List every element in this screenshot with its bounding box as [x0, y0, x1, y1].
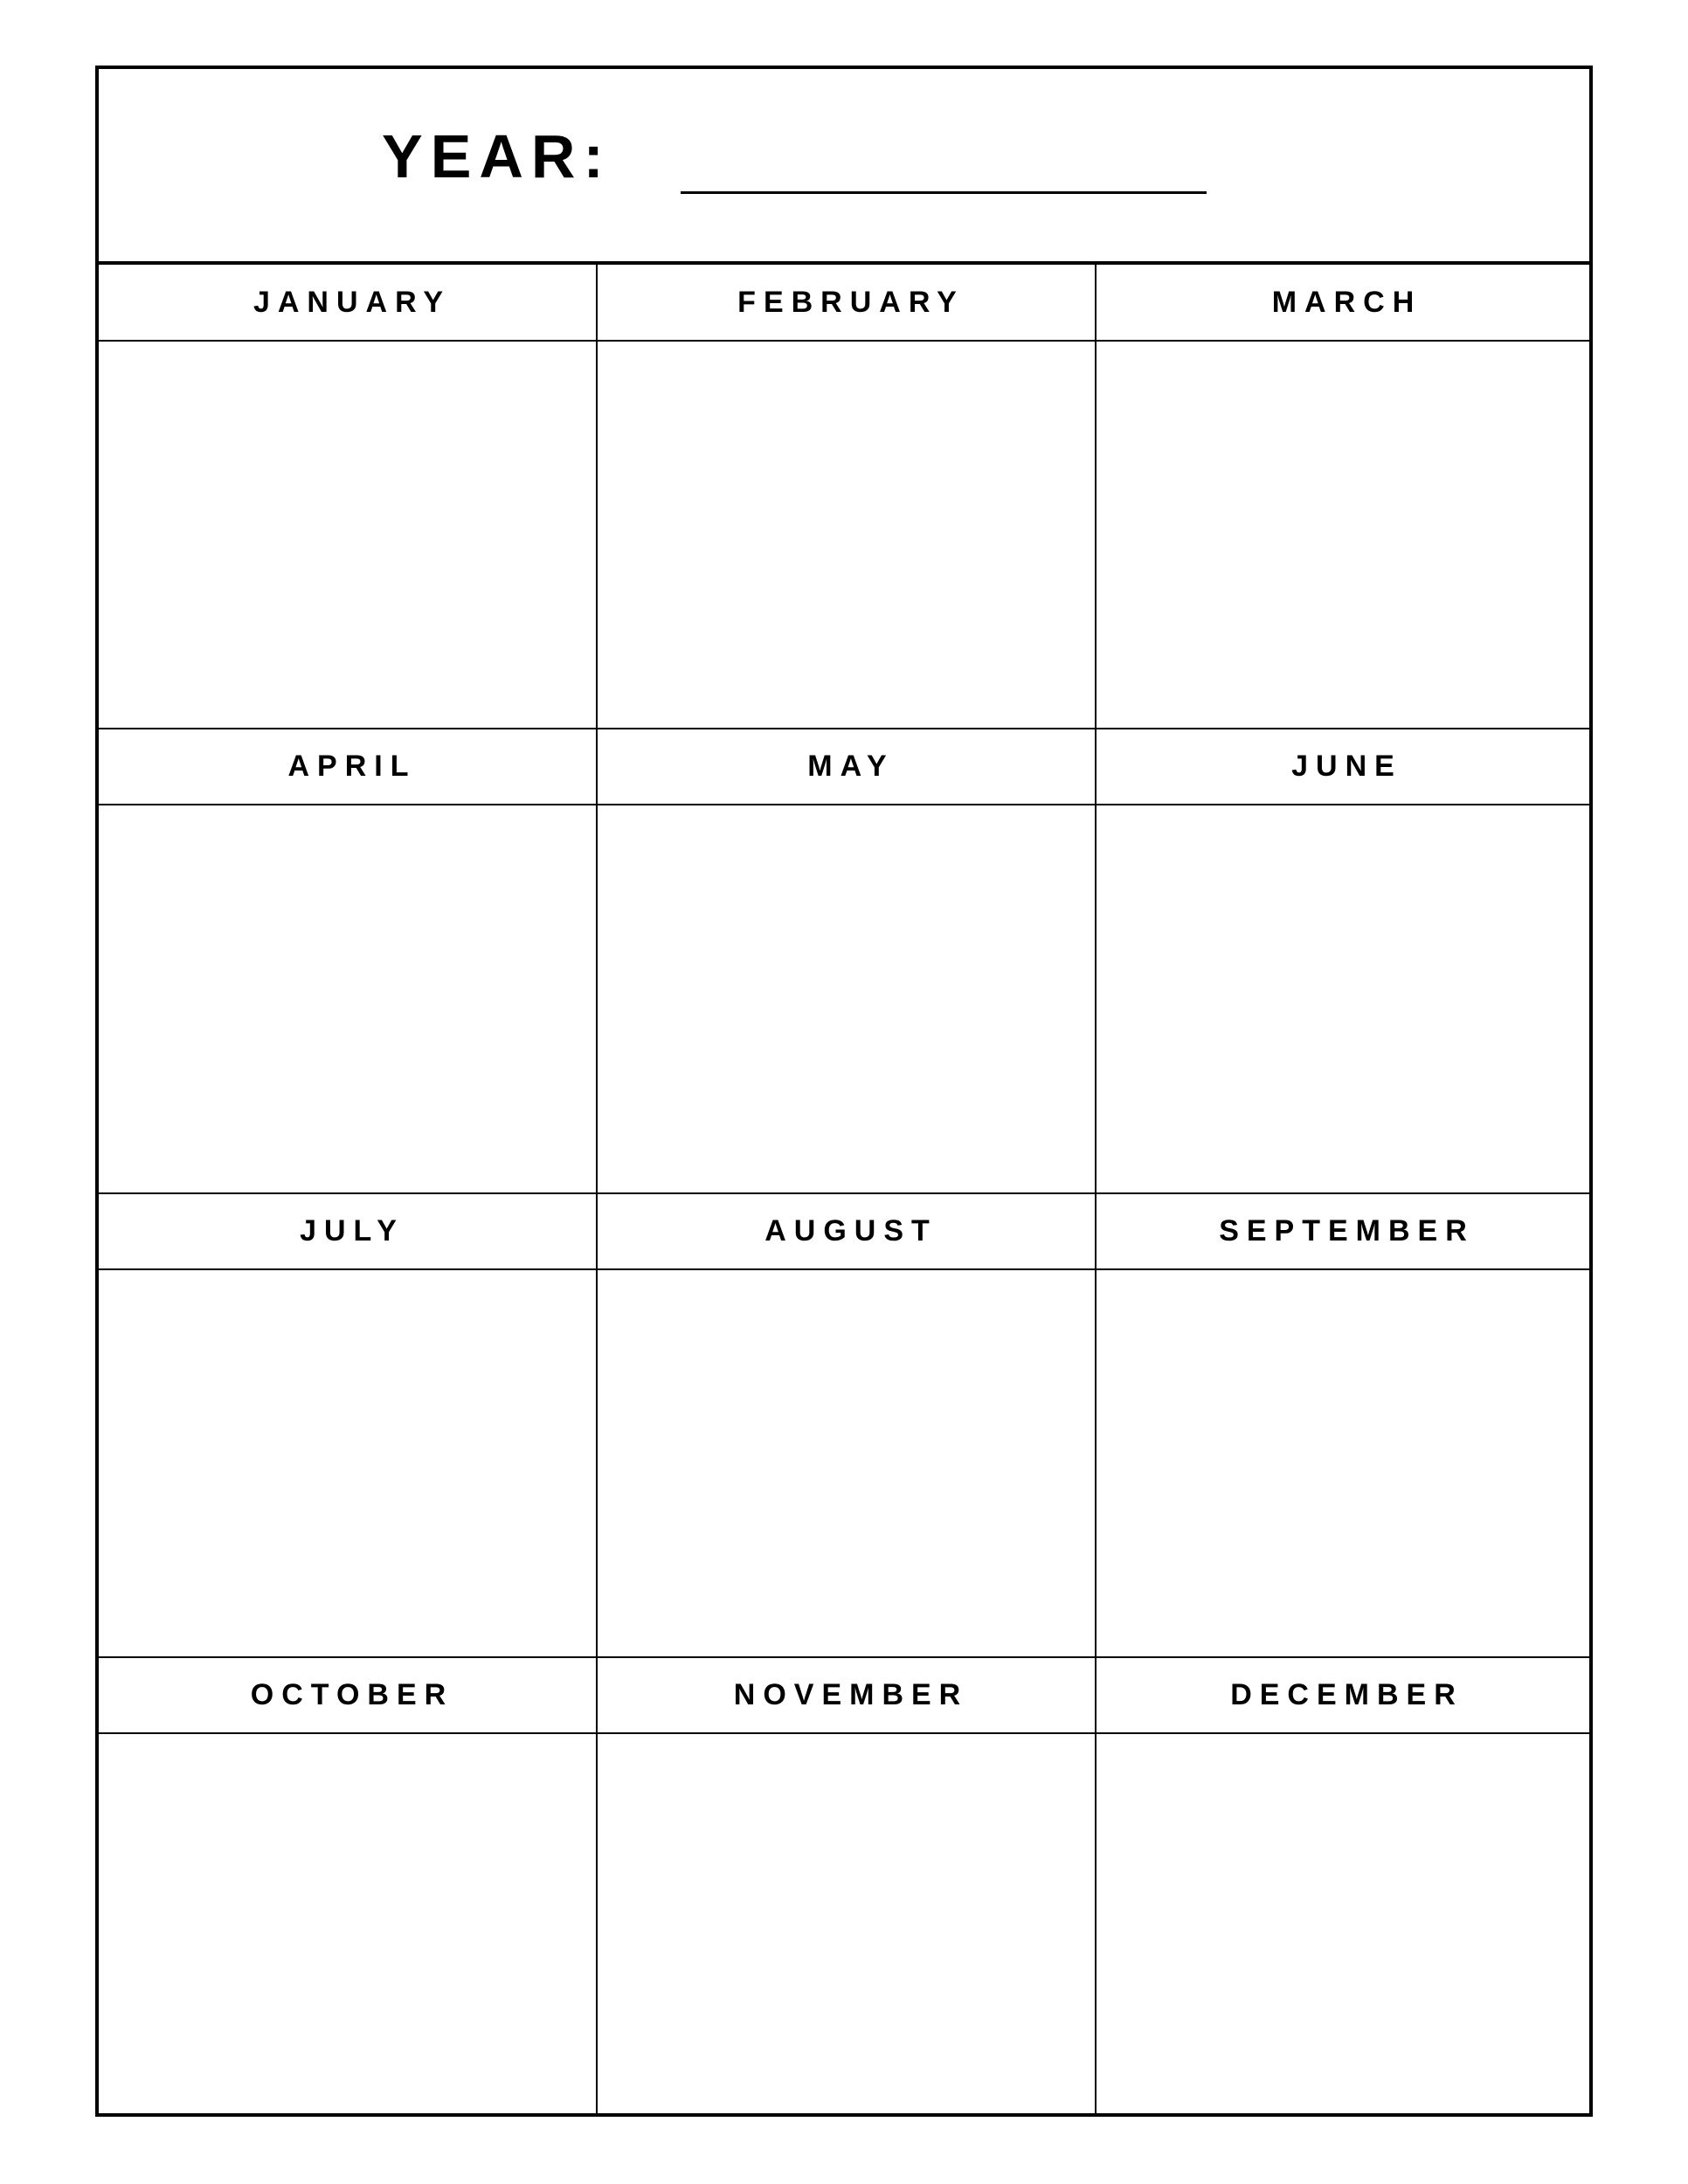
- month-notes-area[interactable]: [99, 805, 598, 1193]
- month-cell-march: [1097, 265, 1589, 729]
- month-notes-area[interactable]: [598, 342, 1097, 729]
- month-cell-december: [1097, 1657, 1589, 2117]
- month-header: [99, 729, 598, 805]
- month-cell-october: [99, 1657, 598, 2117]
- row-divider: [99, 1192, 1589, 1194]
- month-name: JANUARY: [253, 286, 452, 319]
- month-notes-area[interactable]: [1097, 805, 1589, 1193]
- month-header: [598, 265, 1097, 342]
- month-name: FEBRUARY: [737, 286, 965, 319]
- month-header: [598, 1193, 1097, 1270]
- month-notes-area[interactable]: [1097, 342, 1589, 729]
- month-notes-area[interactable]: [1097, 1734, 1589, 2117]
- month-header: [1097, 265, 1589, 342]
- month-name: JUNE: [1291, 750, 1402, 783]
- month-notes-area[interactable]: [598, 1734, 1097, 2117]
- row-divider: [99, 1656, 1589, 1658]
- month-header: [1097, 1657, 1589, 1734]
- row-divider: [99, 728, 1589, 729]
- month-cell-february: [598, 265, 1097, 729]
- month-name: SEPTEMBER: [1219, 1214, 1475, 1248]
- month-header: [99, 1657, 598, 1734]
- yearly-planner-sheet: [95, 66, 1593, 2117]
- month-name: DECEMBER: [1230, 1678, 1463, 1711]
- month-name: JULY: [300, 1214, 405, 1248]
- year-write-in-line[interactable]: [681, 191, 1207, 194]
- title-area: [99, 69, 1589, 265]
- month-notes-area[interactable]: [99, 1734, 598, 2117]
- month-cell-july: [99, 1193, 598, 1657]
- month-notes-area[interactable]: [99, 342, 598, 729]
- month-cell-september: [1097, 1193, 1589, 1657]
- month-cell-november: [598, 1657, 1097, 2117]
- year-label: YEAR:: [382, 122, 612, 190]
- month-header: [1097, 729, 1589, 805]
- months-grid: [99, 265, 1589, 2113]
- month-name: MARCH: [1271, 286, 1422, 319]
- month-cell-august: [598, 1193, 1097, 1657]
- month-cell-january: [99, 265, 598, 729]
- column-divider: [1095, 265, 1097, 2113]
- month-header: [598, 1657, 1097, 1734]
- month-name: APRIL: [287, 750, 417, 783]
- month-notes-area[interactable]: [598, 805, 1097, 1193]
- month-header: [99, 1193, 598, 1270]
- month-notes-area[interactable]: [99, 1270, 598, 1657]
- month-header: [598, 729, 1097, 805]
- month-cell-april: [99, 729, 598, 1193]
- month-cell-june: [1097, 729, 1589, 1193]
- month-name: NOVEMBER: [733, 1678, 969, 1711]
- month-name: MAY: [807, 750, 895, 783]
- month-name: OCTOBER: [250, 1678, 454, 1711]
- month-header: [99, 265, 598, 342]
- month-cell-may: [598, 729, 1097, 1193]
- month-notes-area[interactable]: [598, 1270, 1097, 1657]
- month-notes-area[interactable]: [1097, 1270, 1589, 1657]
- month-header: [1097, 1193, 1589, 1270]
- month-name: AUGUST: [764, 1214, 937, 1248]
- column-divider: [596, 265, 598, 2113]
